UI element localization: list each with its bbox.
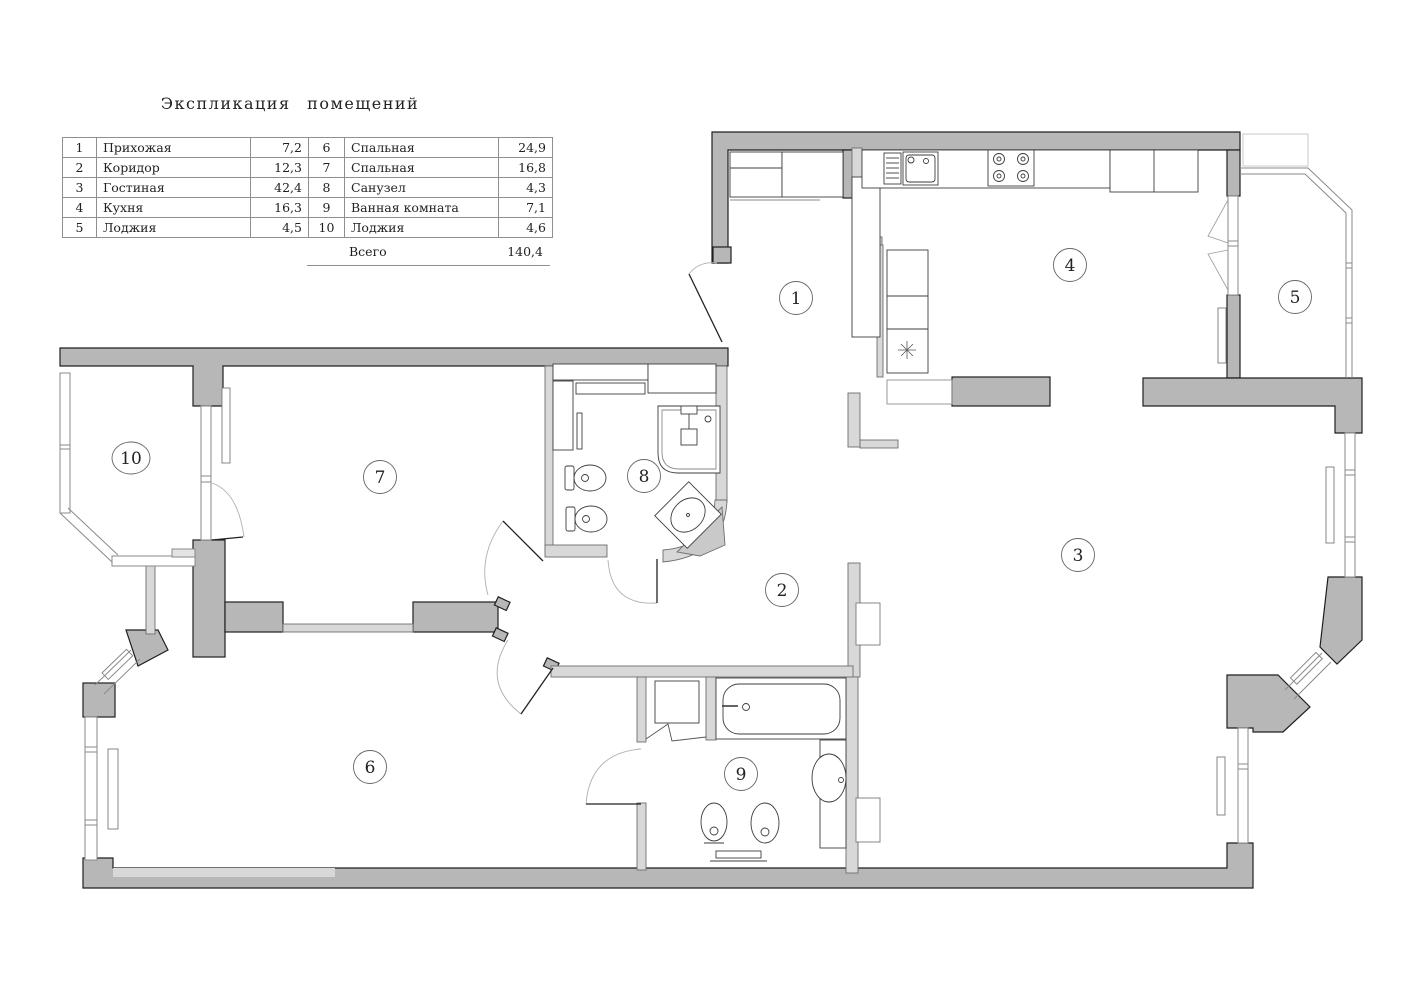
window-room6-left [85, 717, 97, 860]
kitchen-tall-units [887, 250, 928, 373]
table-row: 3 Гостиная 42,4 8 Санузел 4,3 [63, 178, 553, 198]
washing-machine [655, 681, 699, 723]
total-value: 140,4 [507, 244, 543, 259]
bathroom8-fixtures [553, 364, 721, 548]
door-arc-room8 [608, 560, 657, 603]
toilet [701, 803, 727, 843]
svg-text:2: 2 [776, 581, 788, 601]
door-swing-kitchen-balcony [1208, 200, 1228, 290]
closet [648, 364, 716, 393]
svg-text:3: 3 [1072, 546, 1084, 566]
table-row: 4 Кухня 16,3 9 Ванная комната 7,1 [63, 198, 553, 218]
room-badge-5 [1279, 281, 1312, 314]
partition-walls [113, 148, 898, 877]
table-row: 5 Лоджия 4,5 10 Лоджия 4,6 [63, 218, 553, 238]
toilet [565, 465, 606, 491]
towel-dryer [710, 851, 767, 861]
door-arc-room6 [497, 640, 521, 714]
room-badge-8 [628, 460, 661, 493]
bidet [566, 506, 607, 532]
room-area: 7,2 [251, 138, 309, 158]
faucet [908, 157, 914, 163]
wall-jamb [713, 247, 731, 263]
room-name: Прихожая [97, 138, 251, 158]
svg-text:5: 5 [1289, 288, 1301, 308]
sill [172, 549, 195, 557]
windows [60, 134, 1355, 860]
svg-text:9: 9 [735, 765, 747, 785]
bathtub [716, 678, 846, 739]
door-arc-loggia10 [212, 483, 244, 537]
svg-text:1: 1 [790, 289, 802, 309]
room-name: Спальная [345, 138, 499, 158]
shelf [576, 383, 645, 394]
wall-bath8-bottom [545, 545, 607, 557]
door-arc-room7 [485, 521, 503, 595]
radiator [1217, 757, 1225, 815]
vanity-sink [812, 740, 846, 848]
table-row: 2 Коридор 12,3 7 Спальная 16,8 [63, 158, 553, 178]
window-loggia10-diag [60, 508, 118, 562]
radiator [1326, 467, 1334, 543]
radiator [108, 749, 118, 829]
window-room7-balcony [201, 406, 211, 540]
room-badge-10 [112, 442, 150, 474]
room-no: 6 [309, 138, 345, 158]
closet [553, 364, 648, 380]
radiator [1218, 308, 1226, 363]
room-badge-6 [354, 751, 387, 784]
kitchen-fixtures [862, 150, 1198, 373]
svg-text:6: 6 [364, 758, 376, 778]
door-leaf-room6 [521, 668, 553, 714]
room-badge-2 [766, 574, 799, 607]
room-badge-3 [1062, 539, 1095, 572]
svg-text:4: 4 [1064, 256, 1076, 276]
window-room3-bottom [1238, 728, 1248, 843]
svg-text:10: 10 [120, 449, 142, 469]
wall-bath8-left [545, 366, 553, 551]
window-loggia10-left [60, 373, 70, 513]
door-leaf-loggia10 [212, 537, 243, 540]
door-leaf-room7 [503, 521, 543, 561]
door-arc-entry [689, 263, 717, 274]
room-area: 24,9 [499, 138, 553, 158]
room-no: 1 [63, 138, 97, 158]
vent-shafts [856, 603, 880, 842]
hall-wardrobe [852, 177, 880, 337]
towel-rail [577, 413, 582, 449]
room-badge-7 [364, 461, 397, 494]
window-room3-right [1345, 433, 1355, 577]
wall-bottom [83, 843, 1253, 888]
door-bifold-niche [646, 724, 706, 741]
room-badge-9 [725, 758, 758, 791]
window-loggia5 [1240, 168, 1352, 378]
door-arc-room9 [586, 749, 641, 804]
total-label: Всего [349, 244, 387, 259]
radiator [222, 388, 230, 463]
opening-sill [887, 380, 952, 404]
door-leaf-entry [689, 274, 722, 342]
neighbor-outline [1243, 134, 1308, 166]
fixtures [553, 150, 1198, 861]
cabinet [553, 381, 573, 450]
shower-cabin [658, 406, 720, 473]
svg-text:7: 7 [374, 468, 386, 488]
room-badge-4 [1054, 249, 1087, 282]
room-badge-1 [780, 282, 813, 315]
svg-text:8: 8 [638, 467, 650, 487]
bidet [751, 803, 779, 843]
page-title: Экспликация помещений [160, 94, 420, 113]
